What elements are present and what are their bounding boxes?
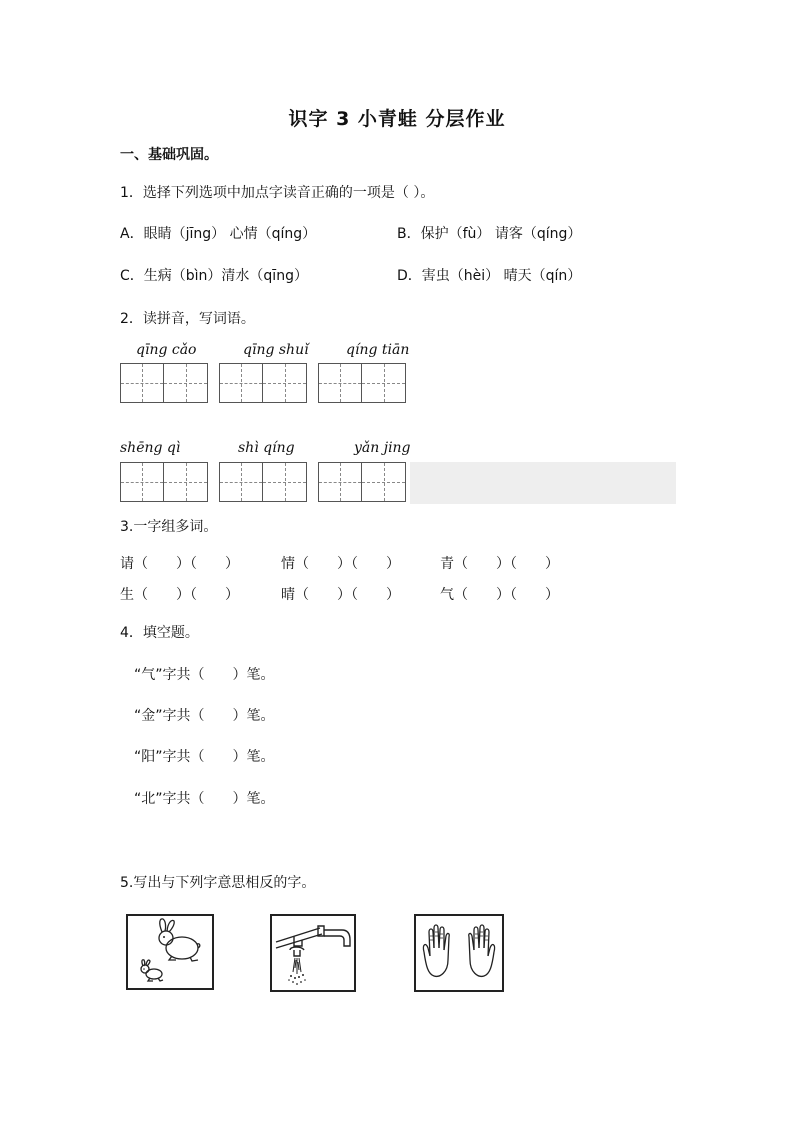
faucet-picture	[270, 914, 356, 992]
pinyin-label: yǎn jing	[354, 440, 411, 456]
fill-blank-item[interactable]: “阳”字共（ ）笔。	[134, 749, 275, 765]
writing-grid[interactable]	[318, 363, 406, 403]
question-3-stem: 3.一字组多词。	[120, 519, 218, 535]
writing-grid[interactable]	[120, 462, 208, 502]
fill-blank-item[interactable]: “气”字共（ ）笔。	[134, 667, 275, 683]
fill-blank-item[interactable]: “金”字共（ ）笔。	[134, 708, 275, 724]
word-group-item[interactable]: 青（ ）（ ）	[440, 556, 559, 572]
word-group-item[interactable]: 请（ ）（ ）	[120, 556, 239, 572]
section-heading: 一、基础巩固。	[120, 147, 218, 163]
hands-picture	[414, 914, 504, 992]
hands-icon	[416, 916, 502, 990]
pinyin-label: qíng tiān	[346, 342, 410, 358]
question-4-stem: 4．填空题。	[120, 625, 199, 641]
rabbit-icon	[128, 916, 212, 988]
writing-grid[interactable]	[219, 363, 307, 403]
word-group-item[interactable]: 情（ ）（ ）	[281, 556, 400, 572]
writing-grid[interactable]	[318, 462, 406, 502]
word-group-item[interactable]: 气（ ）（ ）	[440, 587, 559, 603]
shaded-strip	[410, 462, 676, 504]
faucet-icon	[272, 916, 354, 990]
rabbits-picture	[126, 914, 214, 990]
question-1-option-c: C．生病（bìn）清水（qīng）	[120, 268, 308, 284]
question-1-option-d: D．害虫（hèi） 晴天（qín）	[397, 268, 582, 284]
word-group-item[interactable]: 晴（ ）（ ）	[281, 587, 400, 603]
pinyin-label: qīng cǎo	[136, 342, 197, 358]
page-title: 识字 3 小青蛙 分层作业	[288, 108, 506, 130]
question-1-option-b: B．保护（fù） 请客（qíng）	[397, 226, 582, 242]
question-2-stem: 2．读拼音，写词语。	[120, 311, 255, 327]
pinyin-label: qīng shuǐ	[243, 342, 309, 358]
fill-blank-item[interactable]: “北”字共（ ）笔。	[134, 791, 275, 807]
pinyin-label: shēng qì	[120, 440, 181, 456]
writing-grid[interactable]	[219, 462, 307, 502]
question-5-stem: 5.写出与下列字意思相反的字。	[120, 875, 316, 891]
writing-grid[interactable]	[120, 363, 208, 403]
question-1-stem: 1．选择下列选项中加点字读音正确的一项是（ ）。	[120, 185, 435, 201]
word-group-item[interactable]: 生（ ）（ ）	[120, 587, 239, 603]
question-1-option-a: A．眼睛（jīng） 心情（qíng）	[120, 226, 317, 242]
pinyin-label: shì qíng	[238, 440, 295, 456]
